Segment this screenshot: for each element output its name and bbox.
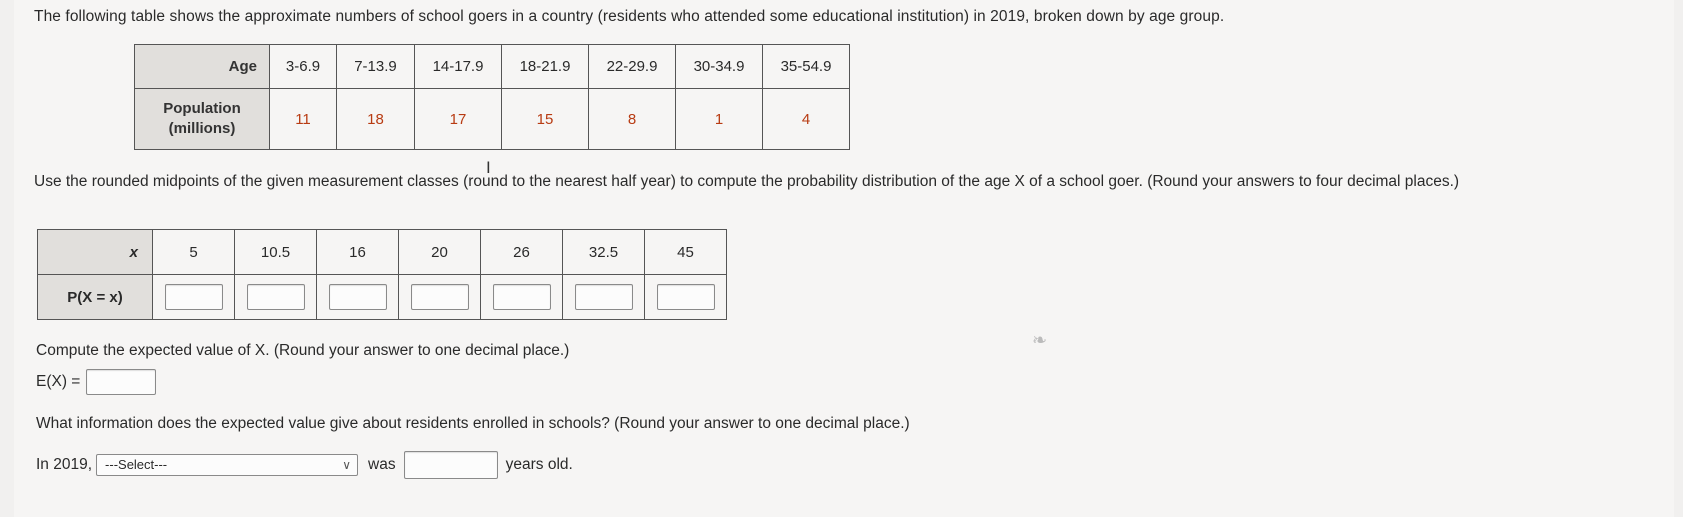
population-header-line2: (millions) <box>168 120 236 137</box>
intro-text: The following table shows the approximate numbers of school goers in a country (residents who attended some educational institution) in 2019, broken down by age group. <box>34 8 1225 25</box>
select-value: ---Select--- <box>105 457 168 472</box>
x-value-cell: 32.5 <box>563 230 645 275</box>
age-header: Age <box>135 45 270 89</box>
expected-value-question: Compute the expected value of X. (Round your answer to one decimal place.) <box>36 342 570 359</box>
p-cell <box>153 275 235 320</box>
population-row <box>135 89 850 150</box>
age-cell: 3-6.9 <box>270 45 337 89</box>
age-cell: 14-17.9 <box>415 45 502 89</box>
chevron-down-icon: ∨ <box>342 458 352 472</box>
age-row <box>135 45 850 89</box>
answer-suffix: years old. <box>505 456 573 473</box>
p-input[interactable] <box>411 284 469 310</box>
interpretation-question: What information does the expected value give about residents enrolled in schools? (Round your answer to one decimal place.) <box>36 415 910 432</box>
interpretation-select[interactable] <box>96 454 358 476</box>
age-population-table <box>134 44 850 150</box>
question-page <box>14 0 1674 517</box>
x-value-cell: 20 <box>399 230 481 275</box>
x-header: x <box>38 230 153 275</box>
p-input[interactable] <box>329 284 387 310</box>
population-cell: 17 <box>415 89 502 150</box>
age-cell: 7-13.9 <box>337 45 415 89</box>
p-input[interactable] <box>493 284 551 310</box>
x-row <box>38 230 727 275</box>
population-cell: 15 <box>502 89 589 150</box>
age-cell: 30-34.9 <box>676 45 763 89</box>
x-value-cell: 16 <box>317 230 399 275</box>
expected-value-row <box>36 369 156 395</box>
faint-mark: ❧ <box>1032 330 1048 350</box>
x-value-cell: 5 <box>153 230 235 275</box>
population-cell: 8 <box>589 89 676 150</box>
p-cell <box>481 275 563 320</box>
p-header: P(X = x) <box>38 275 153 320</box>
x-value-cell: 26 <box>481 230 563 275</box>
expected-value-input[interactable] <box>86 369 156 395</box>
x-value-cell: 10.5 <box>235 230 317 275</box>
p-cell <box>235 275 317 320</box>
age-cell: 18-21.9 <box>502 45 589 89</box>
x-value-cell: 45 <box>645 230 727 275</box>
population-header <box>135 89 270 150</box>
p-input[interactable] <box>657 284 715 310</box>
p-input[interactable] <box>575 284 633 310</box>
p-cell <box>563 275 645 320</box>
p-cell <box>317 275 399 320</box>
p-input[interactable] <box>247 284 305 310</box>
population-cell: 1 <box>676 89 763 150</box>
p-cell <box>645 275 727 320</box>
answer-middle: was <box>368 456 396 473</box>
population-header-line1: Population <box>163 100 241 117</box>
p-row <box>38 275 727 320</box>
age-cell: 22-29.9 <box>589 45 676 89</box>
instruction-text: Use the rounded midpoints of the given measurement classes (round to the nearest half year) to compute the probability distribution of the age X of a school goer. (Round your answers to four decimal places.) <box>34 173 1460 190</box>
years-input[interactable] <box>404 451 498 479</box>
answer-prefix: In 2019, <box>36 456 93 473</box>
p-input[interactable] <box>165 284 223 310</box>
age-cell: 35-54.9 <box>763 45 850 89</box>
p-cell <box>399 275 481 320</box>
population-cell: 11 <box>270 89 337 150</box>
population-cell: 18 <box>337 89 415 150</box>
expected-value-label: E(X) = <box>36 373 81 390</box>
text-cursor-icon: I <box>486 158 491 177</box>
probability-table <box>37 229 727 320</box>
population-cell: 4 <box>763 89 850 150</box>
answer-line <box>36 451 573 479</box>
